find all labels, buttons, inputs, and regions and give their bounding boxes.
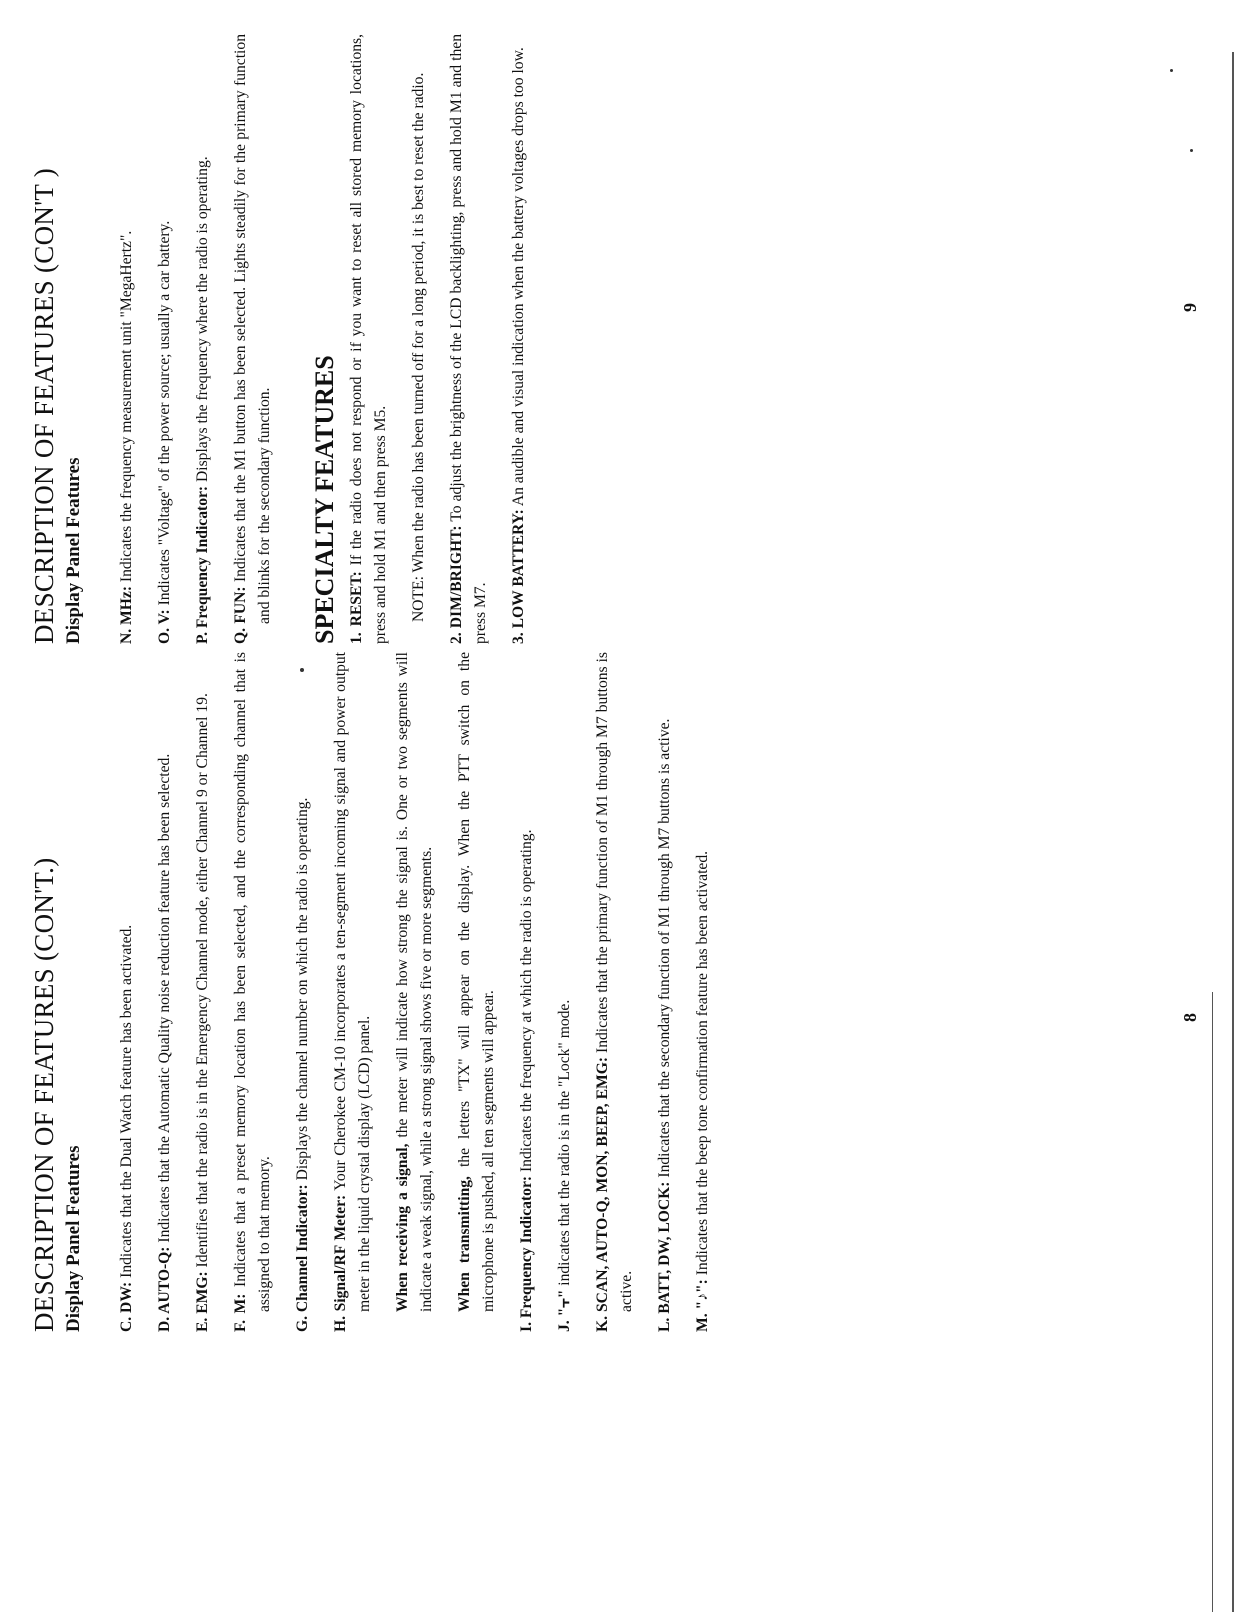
- feature-key: F. M:: [231, 1293, 249, 1332]
- page-number-right: 9: [1180, 303, 1200, 312]
- feature-key: G. Channel Indicator:: [293, 1184, 311, 1332]
- feature-text: Your Cherokee CM-10 incorporates a ten-segment incoming signal and power output meter in the liquid crystal display (LCD) panel.: [331, 652, 373, 1312]
- feature-text: indicates that the radio is in the "Lock" mode.: [555, 999, 573, 1290]
- feature-item-m: [691, 652, 715, 1332]
- feature-text: Indicates that the secondary function of M1 through M7 buttons is active.: [655, 718, 673, 1182]
- scan-speck: [1190, 149, 1193, 152]
- feature-item-e: [191, 652, 215, 1332]
- reset-paragraph: [345, 34, 393, 644]
- feature-item-d: [153, 652, 177, 1332]
- paragraph-key: 2. DIM/BRIGHT:: [448, 525, 466, 644]
- paragraph-key: When transmitting,: [455, 1176, 473, 1312]
- feature-key: P. Frequency Indicator:: [193, 485, 211, 644]
- feature-key: C. DW:: [117, 1281, 135, 1332]
- right-page: [30, 34, 545, 644]
- feature-text: Indicates that the M1 button has been selected. Lights steadily for the primary function and blinks for the secondary function.: [231, 34, 273, 624]
- page-heading: DESCRIPTION OF FEATURES (CON'T.): [29, 857, 59, 1332]
- feature-key: I. Frequency Indicator:: [517, 1175, 535, 1332]
- paragraph-key: 3. LOW BATTERY:: [510, 509, 528, 644]
- low-battery-paragraph: [507, 34, 531, 644]
- feature-text: Indicates that the beep tone confirmation feature has been activated.: [693, 850, 711, 1280]
- feature-item-k: [591, 652, 639, 1332]
- paragraph-text: the meter will indicate how strong the signal is. One or two segments will indicate a weak signal, while a strong signal shows five or more segments.: [393, 652, 435, 1312]
- lock-symbol-key: J. "⫟": [555, 1289, 573, 1332]
- transmitting-paragraph: [453, 652, 501, 1312]
- feature-key: L. BATT, DW, LOCK:: [655, 1181, 673, 1332]
- feature-key: E. EMG:: [193, 1271, 211, 1332]
- feature-item-j: [553, 652, 577, 1332]
- dim-bright-paragraph: [445, 34, 493, 644]
- feature-text: Indicates that the primary function of M1 through M7 buttons is active.: [593, 652, 635, 1312]
- specialty-heading: SPECIALTY FEATURES: [309, 355, 339, 644]
- feature-item-i: [515, 652, 539, 1332]
- scan-edge-line: [1232, 52, 1234, 1612]
- feature-item-c: [115, 652, 139, 1332]
- feature-text: Displays the channel number on which the radio is operating.: [293, 797, 311, 1185]
- section-subheading: Display Panel Features: [62, 1145, 84, 1332]
- beep-symbol-key: M. "♪":: [693, 1279, 711, 1332]
- paragraph-text: An audible and visual indication when the battery voltages drops too low.: [510, 47, 528, 510]
- feature-item-l: [653, 652, 677, 1332]
- feature-item-h: [329, 652, 377, 1332]
- feature-item-g: [291, 652, 315, 1332]
- feature-item-p: [191, 34, 215, 644]
- scan-speck: [1170, 69, 1173, 72]
- feature-text: Indicates the frequency at which the radio is operating.: [517, 829, 535, 1176]
- note-paragraph: NOTE: When the radio has been turned off for a long period, it is best to reset the radio.: [410, 72, 428, 622]
- feature-key: H. Signal/RF Meter:: [331, 1194, 349, 1332]
- paragraph-text: the letters "TX" will appear on the display. When the PTT switch on the microphone is pushed, all ten segments will appear.: [455, 652, 497, 1312]
- feature-item-o: [153, 34, 177, 644]
- left-page: [30, 652, 729, 1332]
- feature-text: Indicates that a preset memory location has been selected, and the corresponding channel that is assigned to that memory.: [231, 652, 273, 1312]
- scan-speck: [300, 668, 304, 672]
- feature-text: Indicates the frequency measurement unit "MegaHertz".: [117, 230, 135, 586]
- feature-item-f: [229, 652, 277, 1332]
- feature-item-n: [115, 34, 139, 644]
- paragraph-key: 1. RESET:: [348, 571, 366, 644]
- paragraph-text: If the radio does not respond or if you want to reset all stored memory locations, press and hold M1 and then press M5.: [348, 33, 390, 644]
- feature-key: Q. FUN:: [231, 586, 249, 644]
- section-subheading: Display Panel Features: [62, 457, 84, 644]
- feature-key: D. AUTO-Q:: [155, 1246, 173, 1332]
- feature-text: Identifies that the radio is in the Emergency Channel mode, either Channel 9 or Channel 19.: [193, 693, 211, 1272]
- paragraph-key: When receiving a signal,: [393, 1143, 411, 1312]
- page-number-left: 8: [1180, 1013, 1200, 1022]
- receiving-paragraph: [391, 652, 439, 1312]
- feature-text: Displays the frequency where the radio is operating.: [193, 156, 211, 486]
- feature-key: O. V:: [155, 609, 173, 644]
- feature-key: N. MHz:: [117, 585, 135, 644]
- feature-text: Indicates that the Dual Watch feature has been activated.: [117, 924, 135, 1282]
- feature-text: Indicates that the Automatic Quality noise reduction feature has been selected.: [155, 753, 173, 1247]
- scan-edge-line-faint: [1212, 992, 1213, 1612]
- feature-key: K. SCAN, AUTO-Q, MON, BEEP, EMG:: [593, 1056, 611, 1332]
- page-heading: DESCRIPTION OF FEATURES (CON'T ): [29, 167, 59, 644]
- paragraph-text: To adjust the brightness of the LCD backlighting, press and hold M1 and then press M7.: [448, 34, 490, 644]
- feature-item-q: [229, 34, 277, 644]
- feature-text: Indicates "Voltage" of the power source; usually a car battery.: [155, 220, 173, 610]
